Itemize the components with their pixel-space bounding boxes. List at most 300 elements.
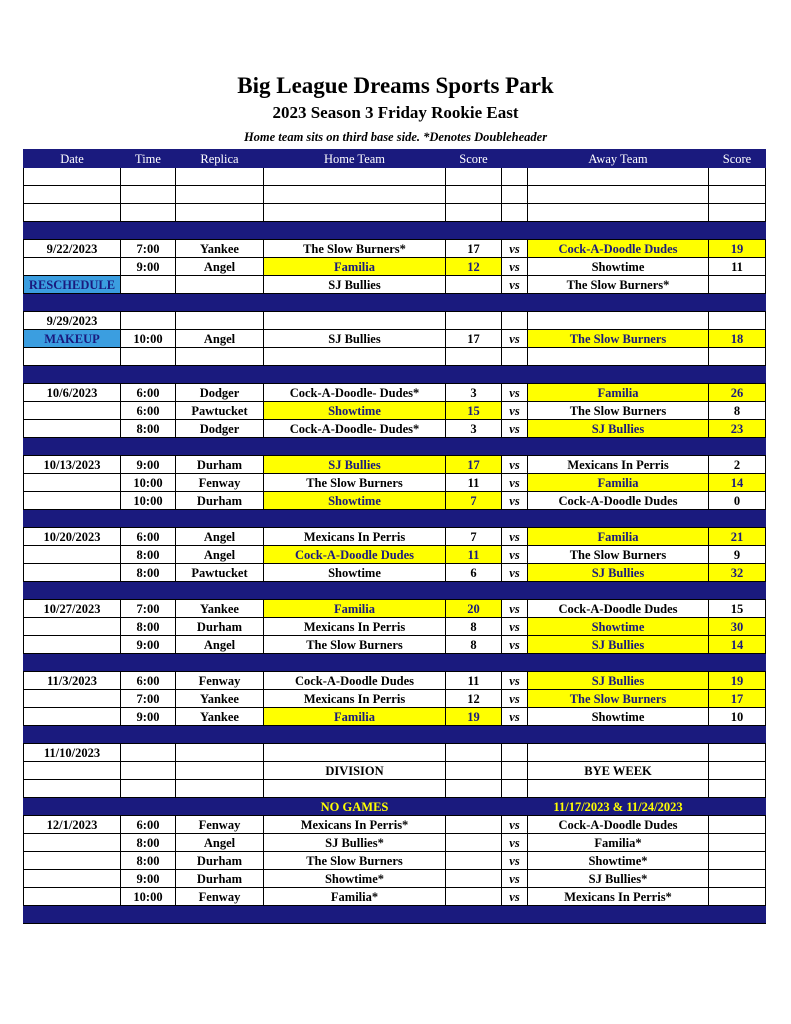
cell-vs: vs	[502, 636, 528, 654]
separator-row	[24, 438, 766, 456]
cell-replica	[176, 168, 264, 186]
cell-home-team	[264, 654, 446, 672]
cell-home-score	[446, 654, 502, 672]
header-row	[24, 150, 766, 168]
cell-away-team	[528, 168, 709, 186]
header-note: Home team sits on third base side. *Denotes Doubleheader	[243, 130, 548, 144]
cell-time: 10:00	[121, 474, 176, 492]
cell-away-score	[709, 312, 766, 330]
cell-home-team: NO GAMES	[264, 798, 446, 816]
cell-vs: vs	[502, 420, 528, 438]
cell-away-team: Mexicans In Perris	[528, 456, 709, 474]
cell-date	[24, 402, 121, 420]
cell-vs: vs	[502, 240, 528, 258]
cell-home-score	[446, 780, 502, 798]
cell-home-team: Cock-A-Doodle- Dudes*	[264, 420, 446, 438]
cell-away-score	[709, 816, 766, 834]
cell-replica: Durham	[176, 618, 264, 636]
cell-replica: Fenway	[176, 888, 264, 906]
cell-home-score	[446, 582, 502, 600]
cell-away-team: 11/17/2023 & 11/24/2023	[528, 798, 709, 816]
cell-time	[121, 312, 176, 330]
cell-home-score	[446, 798, 502, 816]
cell-away-score: 18	[709, 330, 766, 348]
cell-vs	[502, 222, 528, 240]
cell-vs	[502, 798, 528, 816]
cell-home-score	[446, 906, 502, 924]
cell-away-team: Showtime*	[528, 852, 709, 870]
cell-home-team: Familia*	[264, 888, 446, 906]
cell-away-team	[528, 780, 709, 798]
cell-away-team	[528, 222, 709, 240]
cell-home-team	[264, 294, 446, 312]
cell-replica	[176, 204, 264, 222]
cell-away-team: Cock-A-Doodle Dudes	[528, 816, 709, 834]
cell-replica: Angel	[176, 528, 264, 546]
cell-home-score	[446, 294, 502, 312]
cell-home-score	[446, 438, 502, 456]
cell-home-score	[446, 510, 502, 528]
cell-date	[24, 294, 121, 312]
cell-replica	[176, 222, 264, 240]
cell-time: 6:00	[121, 672, 176, 690]
cell-replica: Yankee	[176, 690, 264, 708]
cell-replica	[176, 762, 264, 780]
table-row	[24, 564, 766, 582]
cell-replica	[176, 312, 264, 330]
cell-away-team	[528, 654, 709, 672]
cell-home-score	[446, 816, 502, 834]
cell-replica: Dodger	[176, 384, 264, 402]
cell-time	[121, 780, 176, 798]
separator-row	[24, 654, 766, 672]
cell-date	[24, 834, 121, 852]
cell-away-score: 10	[709, 708, 766, 726]
cell-away-team	[528, 204, 709, 222]
cell-away-team: Familia	[528, 528, 709, 546]
cell-home-team: The Slow Burners	[264, 636, 446, 654]
table-row	[24, 816, 766, 834]
cell-date	[24, 852, 121, 870]
cell-date	[24, 780, 121, 798]
cell-away-score	[709, 834, 766, 852]
cell-time	[121, 348, 176, 366]
cell-date: 12/1/2023	[24, 816, 121, 834]
cell-time: 6:00	[121, 402, 176, 420]
cell-replica	[176, 906, 264, 924]
cell-away-score: 9	[709, 546, 766, 564]
table-row	[24, 456, 766, 474]
cell-home-score: 7	[446, 492, 502, 510]
cell-time	[121, 906, 176, 924]
cell-replica	[176, 186, 264, 204]
cell-away-score	[709, 798, 766, 816]
cell-home-team: The Slow Burners	[264, 474, 446, 492]
cell-home-team	[264, 186, 446, 204]
cell-date	[24, 726, 121, 744]
cell-away-score	[709, 654, 766, 672]
cell-replica	[176, 438, 264, 456]
table-row	[24, 708, 766, 726]
separator-row	[24, 366, 766, 384]
cell-home-team: SJ Bullies*	[264, 834, 446, 852]
cell-time: 8:00	[121, 834, 176, 852]
cell-away-team: Cock-A-Doodle Dudes	[528, 492, 709, 510]
separator-row	[24, 510, 766, 528]
cell-vs	[502, 366, 528, 384]
cell-away-team	[528, 348, 709, 366]
cell-home-score	[446, 726, 502, 744]
cell-date: 11/3/2023	[24, 672, 121, 690]
column-header-vs	[502, 150, 528, 168]
cell-away-team: Cock-A-Doodle Dudes	[528, 600, 709, 618]
cell-home-team: SJ Bullies	[264, 456, 446, 474]
table-row	[24, 546, 766, 564]
cell-time: 8:00	[121, 564, 176, 582]
cell-away-team: SJ Bullies	[528, 672, 709, 690]
cell-replica: Yankee	[176, 240, 264, 258]
cell-time	[121, 582, 176, 600]
cell-replica	[176, 294, 264, 312]
cell-replica: Angel	[176, 834, 264, 852]
cell-away-score: 15	[709, 600, 766, 618]
cell-home-team: Cock-A-Doodle Dudes	[264, 546, 446, 564]
cell-replica: Durham	[176, 456, 264, 474]
cell-time	[121, 168, 176, 186]
cell-home-team: Mexicans In Perris	[264, 528, 446, 546]
cell-replica	[176, 744, 264, 762]
cell-home-team: SJ Bullies	[264, 330, 446, 348]
cell-home-team	[264, 312, 446, 330]
cell-away-score: 23	[709, 420, 766, 438]
cell-vs	[502, 168, 528, 186]
cell-vs: vs	[502, 384, 528, 402]
cell-home-team: Showtime*	[264, 870, 446, 888]
cell-replica	[176, 654, 264, 672]
cell-home-score: 17	[446, 456, 502, 474]
cell-away-team	[528, 726, 709, 744]
cell-vs	[502, 744, 528, 762]
cell-time: 7:00	[121, 690, 176, 708]
cell-home-team	[264, 348, 446, 366]
table-row	[24, 852, 766, 870]
cell-time: 8:00	[121, 852, 176, 870]
cell-away-team	[528, 294, 709, 312]
cell-vs: vs	[502, 474, 528, 492]
cell-away-team: The Slow Burners*	[528, 276, 709, 294]
cell-vs	[502, 510, 528, 528]
cell-away-team: SJ Bullies	[528, 420, 709, 438]
page-title: Big League Dreams Sports Park	[237, 73, 554, 98]
cell-replica: Pawtucket	[176, 564, 264, 582]
separator-row	[24, 582, 766, 600]
table-row	[24, 312, 766, 330]
cell-away-score	[709, 726, 766, 744]
cell-home-team: Familia	[264, 708, 446, 726]
cell-vs	[502, 780, 528, 798]
cell-date	[24, 906, 121, 924]
cell-date	[24, 474, 121, 492]
cell-date	[24, 870, 121, 888]
cell-replica: Durham	[176, 870, 264, 888]
cell-away-team	[528, 312, 709, 330]
table-row	[24, 528, 766, 546]
cell-replica: Fenway	[176, 816, 264, 834]
cell-home-score: 3	[446, 384, 502, 402]
cell-away-score	[709, 744, 766, 762]
table-row	[24, 474, 766, 492]
cell-away-team: The Slow Burners	[528, 690, 709, 708]
cell-away-score: 21	[709, 528, 766, 546]
cell-time	[121, 204, 176, 222]
cell-time: 9:00	[121, 258, 176, 276]
table-row	[24, 276, 766, 294]
cell-home-team: Showtime	[264, 564, 446, 582]
column-header-replica: Replica	[176, 150, 264, 168]
column-header-home-team: Home Team	[264, 150, 446, 168]
cell-away-score	[709, 870, 766, 888]
cell-time: 10:00	[121, 492, 176, 510]
cell-away-score: 11	[709, 258, 766, 276]
cell-home-team	[264, 204, 446, 222]
cell-home-score: 11	[446, 546, 502, 564]
cell-replica: Angel	[176, 330, 264, 348]
cell-date: 10/27/2023	[24, 600, 121, 618]
cell-vs	[502, 186, 528, 204]
cell-away-team	[528, 906, 709, 924]
cell-vs: vs	[502, 852, 528, 870]
cell-vs: vs	[502, 600, 528, 618]
cell-date	[24, 168, 121, 186]
cell-away-score	[709, 186, 766, 204]
cell-time: 9:00	[121, 456, 176, 474]
cell-away-score: 32	[709, 564, 766, 582]
cell-date	[24, 348, 121, 366]
cell-replica	[176, 798, 264, 816]
cell-replica: Durham	[176, 852, 264, 870]
cell-replica	[176, 510, 264, 528]
cell-vs	[502, 312, 528, 330]
cell-home-score	[446, 312, 502, 330]
cell-time: 9:00	[121, 636, 176, 654]
cell-date	[24, 222, 121, 240]
column-header-away-score: Score	[709, 150, 766, 168]
cell-time: 7:00	[121, 240, 176, 258]
cell-away-team: Showtime	[528, 258, 709, 276]
schedule-table	[23, 149, 766, 924]
cell-time	[121, 510, 176, 528]
cell-away-team: The Slow Burners	[528, 330, 709, 348]
cell-away-score: 26	[709, 384, 766, 402]
cell-home-team: SJ Bullies	[264, 276, 446, 294]
cell-replica: Pawtucket	[176, 402, 264, 420]
cell-time: 6:00	[121, 384, 176, 402]
cell-home-score	[446, 762, 502, 780]
table-row	[24, 780, 766, 798]
cell-home-team	[264, 582, 446, 600]
cell-vs: vs	[502, 870, 528, 888]
cell-home-team: The Slow Burners	[264, 852, 446, 870]
cell-time	[121, 744, 176, 762]
cell-vs	[502, 348, 528, 366]
cell-away-team: Showtime	[528, 708, 709, 726]
cell-away-score: 8	[709, 402, 766, 420]
table-row	[24, 672, 766, 690]
cell-away-team	[528, 186, 709, 204]
cell-home-score: 11	[446, 672, 502, 690]
cell-away-team	[528, 510, 709, 528]
cell-time: 8:00	[121, 546, 176, 564]
cell-vs: vs	[502, 258, 528, 276]
separator-row	[24, 222, 766, 240]
cell-home-team: Mexicans In Perris*	[264, 816, 446, 834]
cell-home-score: 20	[446, 600, 502, 618]
cell-date	[24, 258, 121, 276]
cell-date	[24, 204, 121, 222]
cell-home-score: 11	[446, 474, 502, 492]
cell-vs: vs	[502, 564, 528, 582]
cell-date: 9/29/2023	[24, 312, 121, 330]
cell-time: 10:00	[121, 888, 176, 906]
cell-date	[24, 438, 121, 456]
cell-replica	[176, 582, 264, 600]
cell-away-score	[709, 906, 766, 924]
cell-home-team: Showtime	[264, 402, 446, 420]
cell-time: 6:00	[121, 528, 176, 546]
cell-home-team: Showtime	[264, 492, 446, 510]
cell-vs: vs	[502, 618, 528, 636]
cell-date	[24, 636, 121, 654]
cell-vs	[502, 582, 528, 600]
cell-home-score	[446, 852, 502, 870]
cell-away-team: Familia*	[528, 834, 709, 852]
separator-row	[24, 294, 766, 312]
cell-date	[24, 366, 121, 384]
cell-vs: vs	[502, 546, 528, 564]
cell-date: 9/22/2023	[24, 240, 121, 258]
cell-home-score: 7	[446, 528, 502, 546]
cell-home-score: 17	[446, 330, 502, 348]
cell-date	[24, 186, 121, 204]
cell-replica: Durham	[176, 492, 264, 510]
cell-home-team	[264, 222, 446, 240]
cell-away-team	[528, 582, 709, 600]
cell-home-score: 17	[446, 240, 502, 258]
cell-vs: vs	[502, 690, 528, 708]
cell-away-score	[709, 294, 766, 312]
separator-row	[24, 798, 766, 816]
table-row	[24, 636, 766, 654]
cell-vs: vs	[502, 402, 528, 420]
cell-home-score	[446, 366, 502, 384]
cell-vs	[502, 726, 528, 744]
cell-vs	[502, 438, 528, 456]
cell-away-team: BYE WEEK	[528, 762, 709, 780]
cell-vs: vs	[502, 492, 528, 510]
cell-home-team	[264, 438, 446, 456]
cell-time	[121, 762, 176, 780]
cell-home-score	[446, 870, 502, 888]
cell-vs: vs	[502, 528, 528, 546]
cell-replica	[176, 366, 264, 384]
cell-vs: vs	[502, 834, 528, 852]
cell-time	[121, 186, 176, 204]
cell-home-team	[264, 510, 446, 528]
table-row	[24, 240, 766, 258]
table-row	[24, 168, 766, 186]
table-row	[24, 870, 766, 888]
cell-home-score	[446, 348, 502, 366]
cell-away-score: 0	[709, 492, 766, 510]
cell-time: 7:00	[121, 600, 176, 618]
cell-vs	[502, 762, 528, 780]
cell-home-team	[264, 744, 446, 762]
cell-home-score	[446, 888, 502, 906]
cell-home-score: 8	[446, 618, 502, 636]
cell-time	[121, 438, 176, 456]
cell-home-team: Mexicans In Perris	[264, 618, 446, 636]
cell-home-score: 15	[446, 402, 502, 420]
cell-time: 10:00	[121, 330, 176, 348]
cell-date	[24, 888, 121, 906]
cell-home-team: Cock-A-Doodle- Dudes*	[264, 384, 446, 402]
table-row	[24, 690, 766, 708]
cell-time	[121, 276, 176, 294]
cell-date	[24, 510, 121, 528]
cell-date	[24, 708, 121, 726]
cell-replica: Angel	[176, 546, 264, 564]
cell-home-score	[446, 168, 502, 186]
cell-date	[24, 420, 121, 438]
cell-date	[24, 492, 121, 510]
cell-away-score	[709, 852, 766, 870]
cell-replica	[176, 726, 264, 744]
cell-home-team	[264, 366, 446, 384]
cell-time	[121, 654, 176, 672]
cell-home-team: Cock-A-Doodle Dudes	[264, 672, 446, 690]
page-subtitle: 2023 Season 3 Friday Rookie East	[272, 103, 519, 122]
cell-home-score	[446, 834, 502, 852]
cell-away-score	[709, 366, 766, 384]
cell-away-team: SJ Bullies*	[528, 870, 709, 888]
cell-date: RESCHEDULE	[24, 276, 121, 294]
cell-date	[24, 762, 121, 780]
cell-home-team	[264, 780, 446, 798]
table-row	[24, 834, 766, 852]
cell-away-team	[528, 744, 709, 762]
separator-row	[24, 726, 766, 744]
cell-away-team: SJ Bullies	[528, 636, 709, 654]
table-row	[24, 204, 766, 222]
cell-away-team: Familia	[528, 384, 709, 402]
column-header-home-score: Score	[446, 150, 502, 168]
cell-date: 10/20/2023	[24, 528, 121, 546]
cell-date: 11/10/2023	[24, 744, 121, 762]
cell-vs: vs	[502, 708, 528, 726]
cell-date	[24, 582, 121, 600]
cell-date	[24, 654, 121, 672]
table-row	[24, 492, 766, 510]
cell-home-team: Familia	[264, 600, 446, 618]
cell-away-team: The Slow Burners	[528, 402, 709, 420]
schedule-body	[24, 150, 766, 924]
cell-away-team: The Slow Burners	[528, 546, 709, 564]
column-header-away-team: Away Team	[528, 150, 709, 168]
cell-vs	[502, 204, 528, 222]
cell-vs: vs	[502, 276, 528, 294]
cell-away-score: 14	[709, 636, 766, 654]
cell-away-team	[528, 438, 709, 456]
